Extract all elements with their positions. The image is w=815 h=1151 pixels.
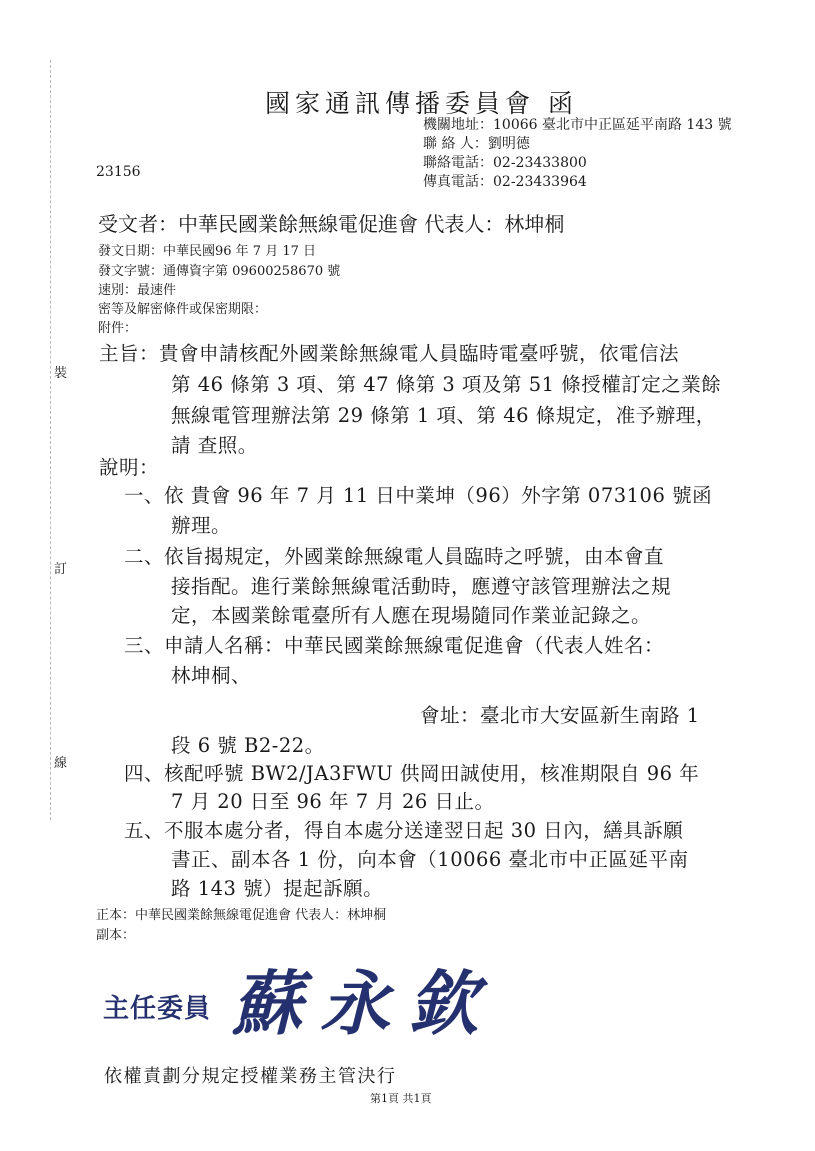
explanation-line: 林坤桐、 xyxy=(171,664,252,687)
explanation-line: 會址：臺北市大安區新生南路 1 xyxy=(420,704,700,727)
subject-line: 第 46 條第 3 項、第 47 條第 3 項及第 51 條授權訂定之業餘 xyxy=(171,373,722,396)
explanation-line: 辦理。 xyxy=(171,514,232,537)
attachments: 附件： xyxy=(98,321,138,336)
contact-fax: 傳真電話：02-23433964 xyxy=(423,174,587,190)
explanation-line: 路 143 號）提起訴願。 xyxy=(171,877,384,900)
explanation-line: 三、申請人名稱：中華民國業餘無線電促進會（代表人姓名： xyxy=(124,634,665,657)
margin-mark-line: 線 xyxy=(54,756,68,771)
duplicate-copy-recipients: 副本： xyxy=(96,928,136,943)
explanation-line: 一、依 貴會 96 年 7 月 11 日中業坤（96）外字第 073106 號函 xyxy=(124,484,713,507)
contact-person: 聯 絡 人：劉明德 xyxy=(423,136,530,152)
explanation-line: 二、依旨揭規定，外國業餘無線電人員臨時之呼號，由本會直 xyxy=(124,545,665,568)
explanation-line: 書正、副本各 1 份，向本會（10066 臺北市中正區延平南 xyxy=(171,848,689,871)
binding-guide-line xyxy=(50,60,51,820)
subject-line: 請 查照。 xyxy=(171,434,258,457)
signatory-name: 蘇永欽 xyxy=(232,962,496,1045)
contact-address: 機關地址：10066 臺北市中正區延平南路 143 號 xyxy=(423,117,732,133)
page-number: 第1頁 共1頁 xyxy=(370,1092,432,1105)
document-title: 國家通訊傳播委員會 函 xyxy=(265,89,578,118)
explanation-line: 段 6 號 B2-22。 xyxy=(171,734,325,757)
explanation-line: 7 月 20 日至 96 年 7 月 26 日止。 xyxy=(171,790,495,813)
recipient: 受文者：中華民國業餘無線電促進會 代表人：林坤桐 xyxy=(98,212,565,236)
explanation-line: 五、不服本處分者，得自本處分送達翌日起 30 日內，繕具訴願 xyxy=(124,819,684,842)
explanation-line: 接指配。進行業餘無線電活動時，應遵守該管理辦法之規 xyxy=(171,575,672,598)
zip-code: 23156 xyxy=(96,164,141,180)
explanation-line: 定，本國業餘電臺所有人應在現場隨同作業並記錄之。 xyxy=(171,604,652,627)
issue-date: 發文日期：中華民國96 年 7 月 17 日 xyxy=(98,244,317,259)
margin-mark-bind: 裝 xyxy=(54,366,68,381)
subject-line: 主旨：貴會申請核配外國業餘無線電人員臨時電臺呼號，依電信法 xyxy=(99,342,680,365)
security-level: 密等及解密條件或保密期限： xyxy=(98,302,268,317)
delivery-speed: 速別：最速件 xyxy=(98,283,177,298)
document-number: 發文字號：通傳資字第 09600258670 號 xyxy=(98,264,341,279)
delegation-note: 依權責劃分規定授權業務主管決行 xyxy=(104,1066,397,1087)
subject-line: 無線電管理辦法第 29 條第 1 項、第 46 條規定，准予辦理， xyxy=(171,404,716,427)
signatory-title: 主任委員 xyxy=(103,994,212,1024)
contact-phone: 聯絡電話：02-23433800 xyxy=(423,155,587,171)
margin-mark-staple: 訂 xyxy=(54,562,68,577)
original-copy-recipients: 正本：中華民國業餘無線電促進會 代表人：林坤桐 xyxy=(96,908,387,923)
explanation-label: 說明： xyxy=(99,456,160,479)
explanation-line: 四、核配呼號 BW2/JA3FWU 供岡田誠使用，核准期限自 96 年 xyxy=(124,762,700,785)
